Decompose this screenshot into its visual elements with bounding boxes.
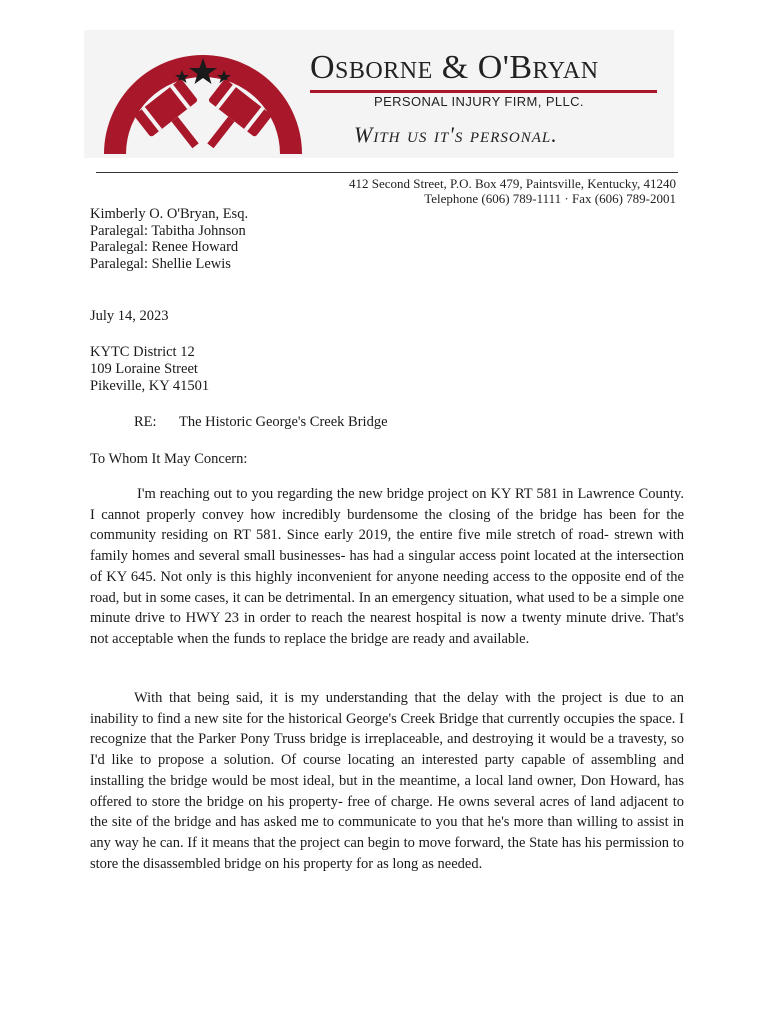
body-paragraph (90, 484, 684, 650)
re-label: RE: (134, 414, 157, 430)
salutation: To Whom It May Concern: (90, 451, 248, 467)
firm-name-underline (310, 90, 657, 93)
recipient-line: Pikeville, KY 41501 (90, 378, 210, 394)
re-line (90, 414, 388, 431)
staff-paralegal: Paralegal: Renee Howard (90, 239, 239, 255)
staff-attorney: Kimberly O. O'Bryan, Esq. (90, 206, 249, 222)
letterhead-divider (96, 172, 678, 173)
firm-address: 412 Second Street, P.O. Box 479, Paintsville, Kentucky, 41240 (348, 176, 676, 191)
body-paragraph (90, 688, 684, 874)
staff-paralegal: Paralegal: Tabitha Johnson (90, 222, 246, 239)
re-subject: The Historic George's Creek Bridge (179, 414, 388, 430)
firm-name: Osborne & O'Bryan (310, 49, 599, 86)
recipient-address (90, 344, 209, 395)
firm-subtitle: PERSONAL INJURY FIRM, PLLC. (374, 94, 584, 109)
recipient-line: 109 Loraine Street (90, 361, 198, 377)
body-paragraph-text: I'm reaching out to you regarding the new bridge project on KY RT 581 in Lawrence County. I cannot properly convey how incredibly burdensome the closing of the bridge has been for the community residing on RT 581. Since early 2019, the entire five mile stretch of road- strewn with family homes and several small businesses- has had a singular access point located at the intersection of KY 645. Not only is this highly inconvenient for anyone needing access to the opposite end of the road, but in some cases, it can be detrimental. In an emergency situation, what used to be a simple one minute drive to HWY 23 in order to reach the nearest hospital is now a twenty minute drive. That's not acceptable when the funds to replace the bridge are ready and available. (90, 486, 684, 647)
staff-list (90, 206, 248, 272)
staff-paralegal: Paralegal: Shellie Lewis (90, 255, 231, 272)
gavel-logo-icon (96, 36, 310, 156)
recipient-line: KYTC District 12 (90, 344, 195, 360)
contact-block (349, 176, 676, 206)
firm-tagline: With us it's personal. (354, 122, 558, 147)
firm-phone-fax: Telephone (606) 789-1111 · Fax (606) 789-2001 (424, 191, 676, 206)
letter-date: July 14, 2023 (90, 308, 169, 324)
letterhead (84, 30, 674, 158)
body-paragraph-text: With that being said, it is my understanding that the delay with the project is due to an inability to find a new site for the historical George's Creek Bridge that currently occupies the space. I recognize that the Parker Pony Truss bridge is irreplaceable, and destroying it would be a travesty, so I'd like to propose a solution. Of course locating an interested party capable of assembling and installing the bridge would be most ideal, but in the meantime, a local land owner, Don Howard, has offered to store the bridge on his property- free of charge. He owns several acres of land adjacent to the site of the bridge and has asked me to communicate to you that he's more than willing to assist in any way he can. If it means that the project can begin to move forward, the State has his permission to store the disassembled bridge on his property for as long as needed. (90, 690, 684, 872)
